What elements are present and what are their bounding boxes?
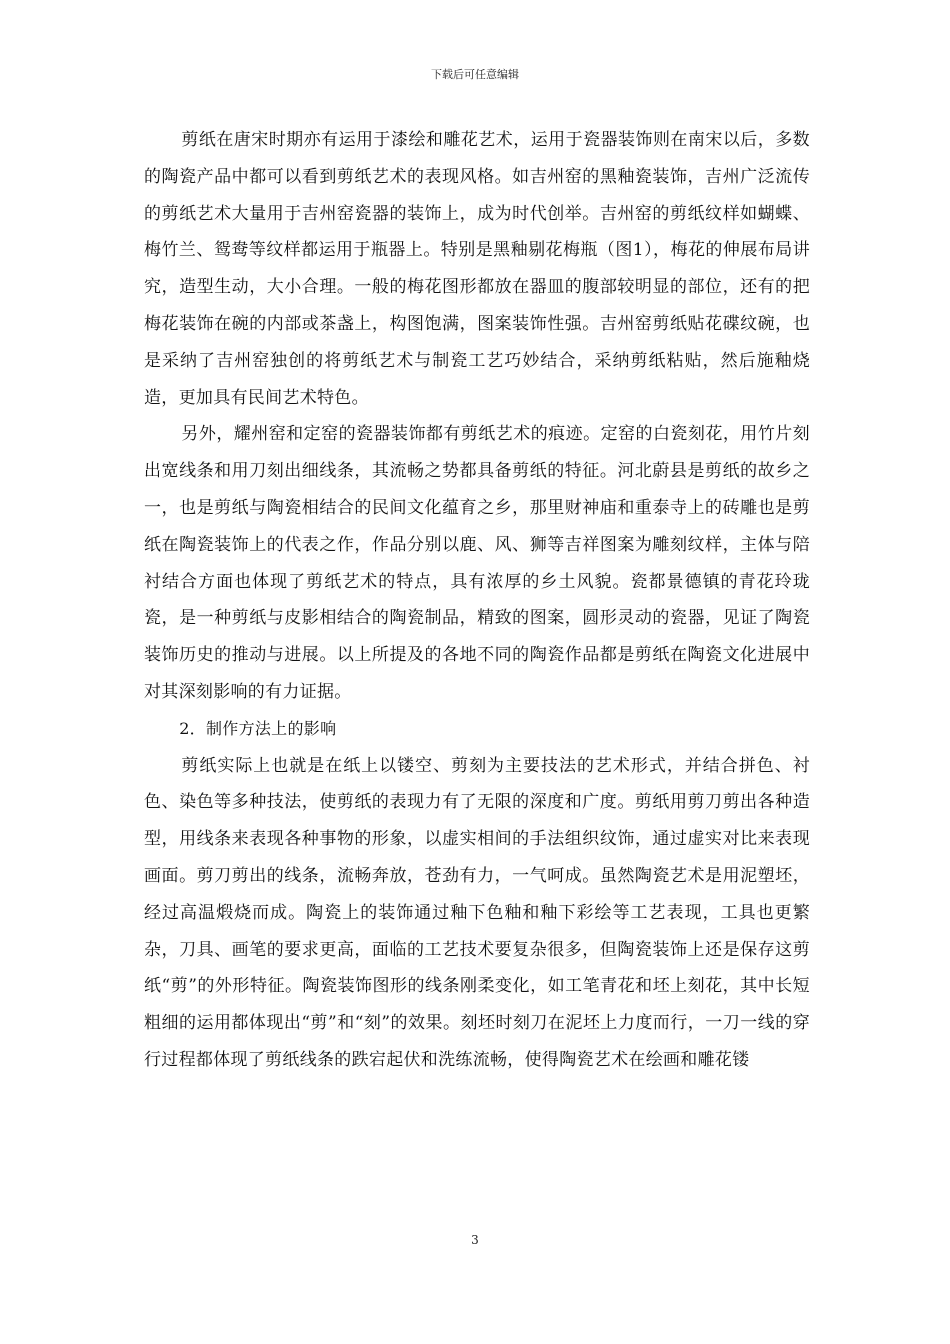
page-number: 3 — [471, 1233, 479, 1247]
document-body — [144, 122, 810, 1079]
body-paragraph-1: 剪纸在唐宋时期亦有运用于漆绘和雕花艺术，运用于瓷器装饰则在南宋以后，多数的陶瓷产品中都可以看到剪纸艺术的表现风格。如吉州窑的黑釉瓷装饰，吉州广泛流传的剪纸艺术大量用于吉州窑瓷器的装饰上，成为时代创举。吉州窑的剪纸纹样如蝴蝶、梅竹兰、鸳鸯等纹样都运用于瓶器上。特别是黑釉剔花梅瓶（图1），梅花的伸展布局讲究，造型生动，大小合理。一般的梅花图形都放在器皿的腹部较明显的部位，还有的把梅花装饰在碗的内部或茶盏上，构图饱满，图案装饰性强。吉州窑剪纸贴花碟纹碗，也是采纳了吉州窑独创的将剪纸艺术与制瓷工艺巧妙结合，采纳剪纸粘贴，然后施釉烧造，更加具有民间艺术特色。 — [144, 130, 810, 408]
section-subheading: 2．制作方法上的影响 — [179, 718, 337, 738]
body-paragraph-3: 剪纸实际上也就是在纸上以镂空、剪刻为主要技法的艺术形式，并结合拼色、衬色、染色等多种技法，使剪纸的表现力有了无限的深度和广度。剪纸用剪刀剪出各种造型，用线条来表现各种事物的形象，以虚实相间的手法组织纹饰，通过虚实对比来表现画面。剪刀剪出的线条，流畅奔放，苍劲有力，一气呵成。虽然陶瓷艺术是用泥塑坯，经过高温煅烧而成。陶瓷上的装饰通过釉下色釉和釉下彩绘等工艺表现，工具也更繁杂，刀具、画笔的要求更高，面临的工艺技术要复杂很多，但陶瓷装饰上还是保存这剪纸“剪”的外形特征。陶瓷装饰图形的线条刚柔变化，如工笔青花和坯上刻花，其中长短粗细的运用都体现出“剪”和“刻”的效果。刻坯时刻刀在泥坯上力度而行，一刀一线的穿行过程都体现了剪纸线条的跌宕起伏和洗练流畅，使得陶瓷艺术在绘画和雕花镂 — [144, 755, 810, 1070]
page-header: 下载后可任意编辑 — [431, 68, 519, 81]
body-paragraph-2: 另外，耀州窑和定窑的瓷器装饰都有剪纸艺术的痕迹。定窑的白瓷刻花，用竹片刻出宽线条和用刀刻出细线条，其流畅之势都具备剪纸的特征。河北蔚县是剪纸的故乡之一，也是剪纸与陶瓷相结合的民间文化蕴育之乡，那里财神庙和重泰寺上的砖雕也是剪纸在陶瓷装饰上的代表之作，作品分别以鹿、风、狮等吉祥图案为雕刻纹样，主体与陪衬结合方面也体现了剪纸艺术的特点，具有浓厚的乡土风貌。瓷都景德镇的青花玲珑瓷，是一种剪纸与皮影相结合的陶瓷制品，精致的图案，圆形灵动的瓷器，见证了陶瓷装饰历史的推动与进展。以上所提及的各地不同的陶瓷作品都是剪纸在陶瓷文化进展中对其深刻影响的有力证据。 — [144, 424, 810, 702]
